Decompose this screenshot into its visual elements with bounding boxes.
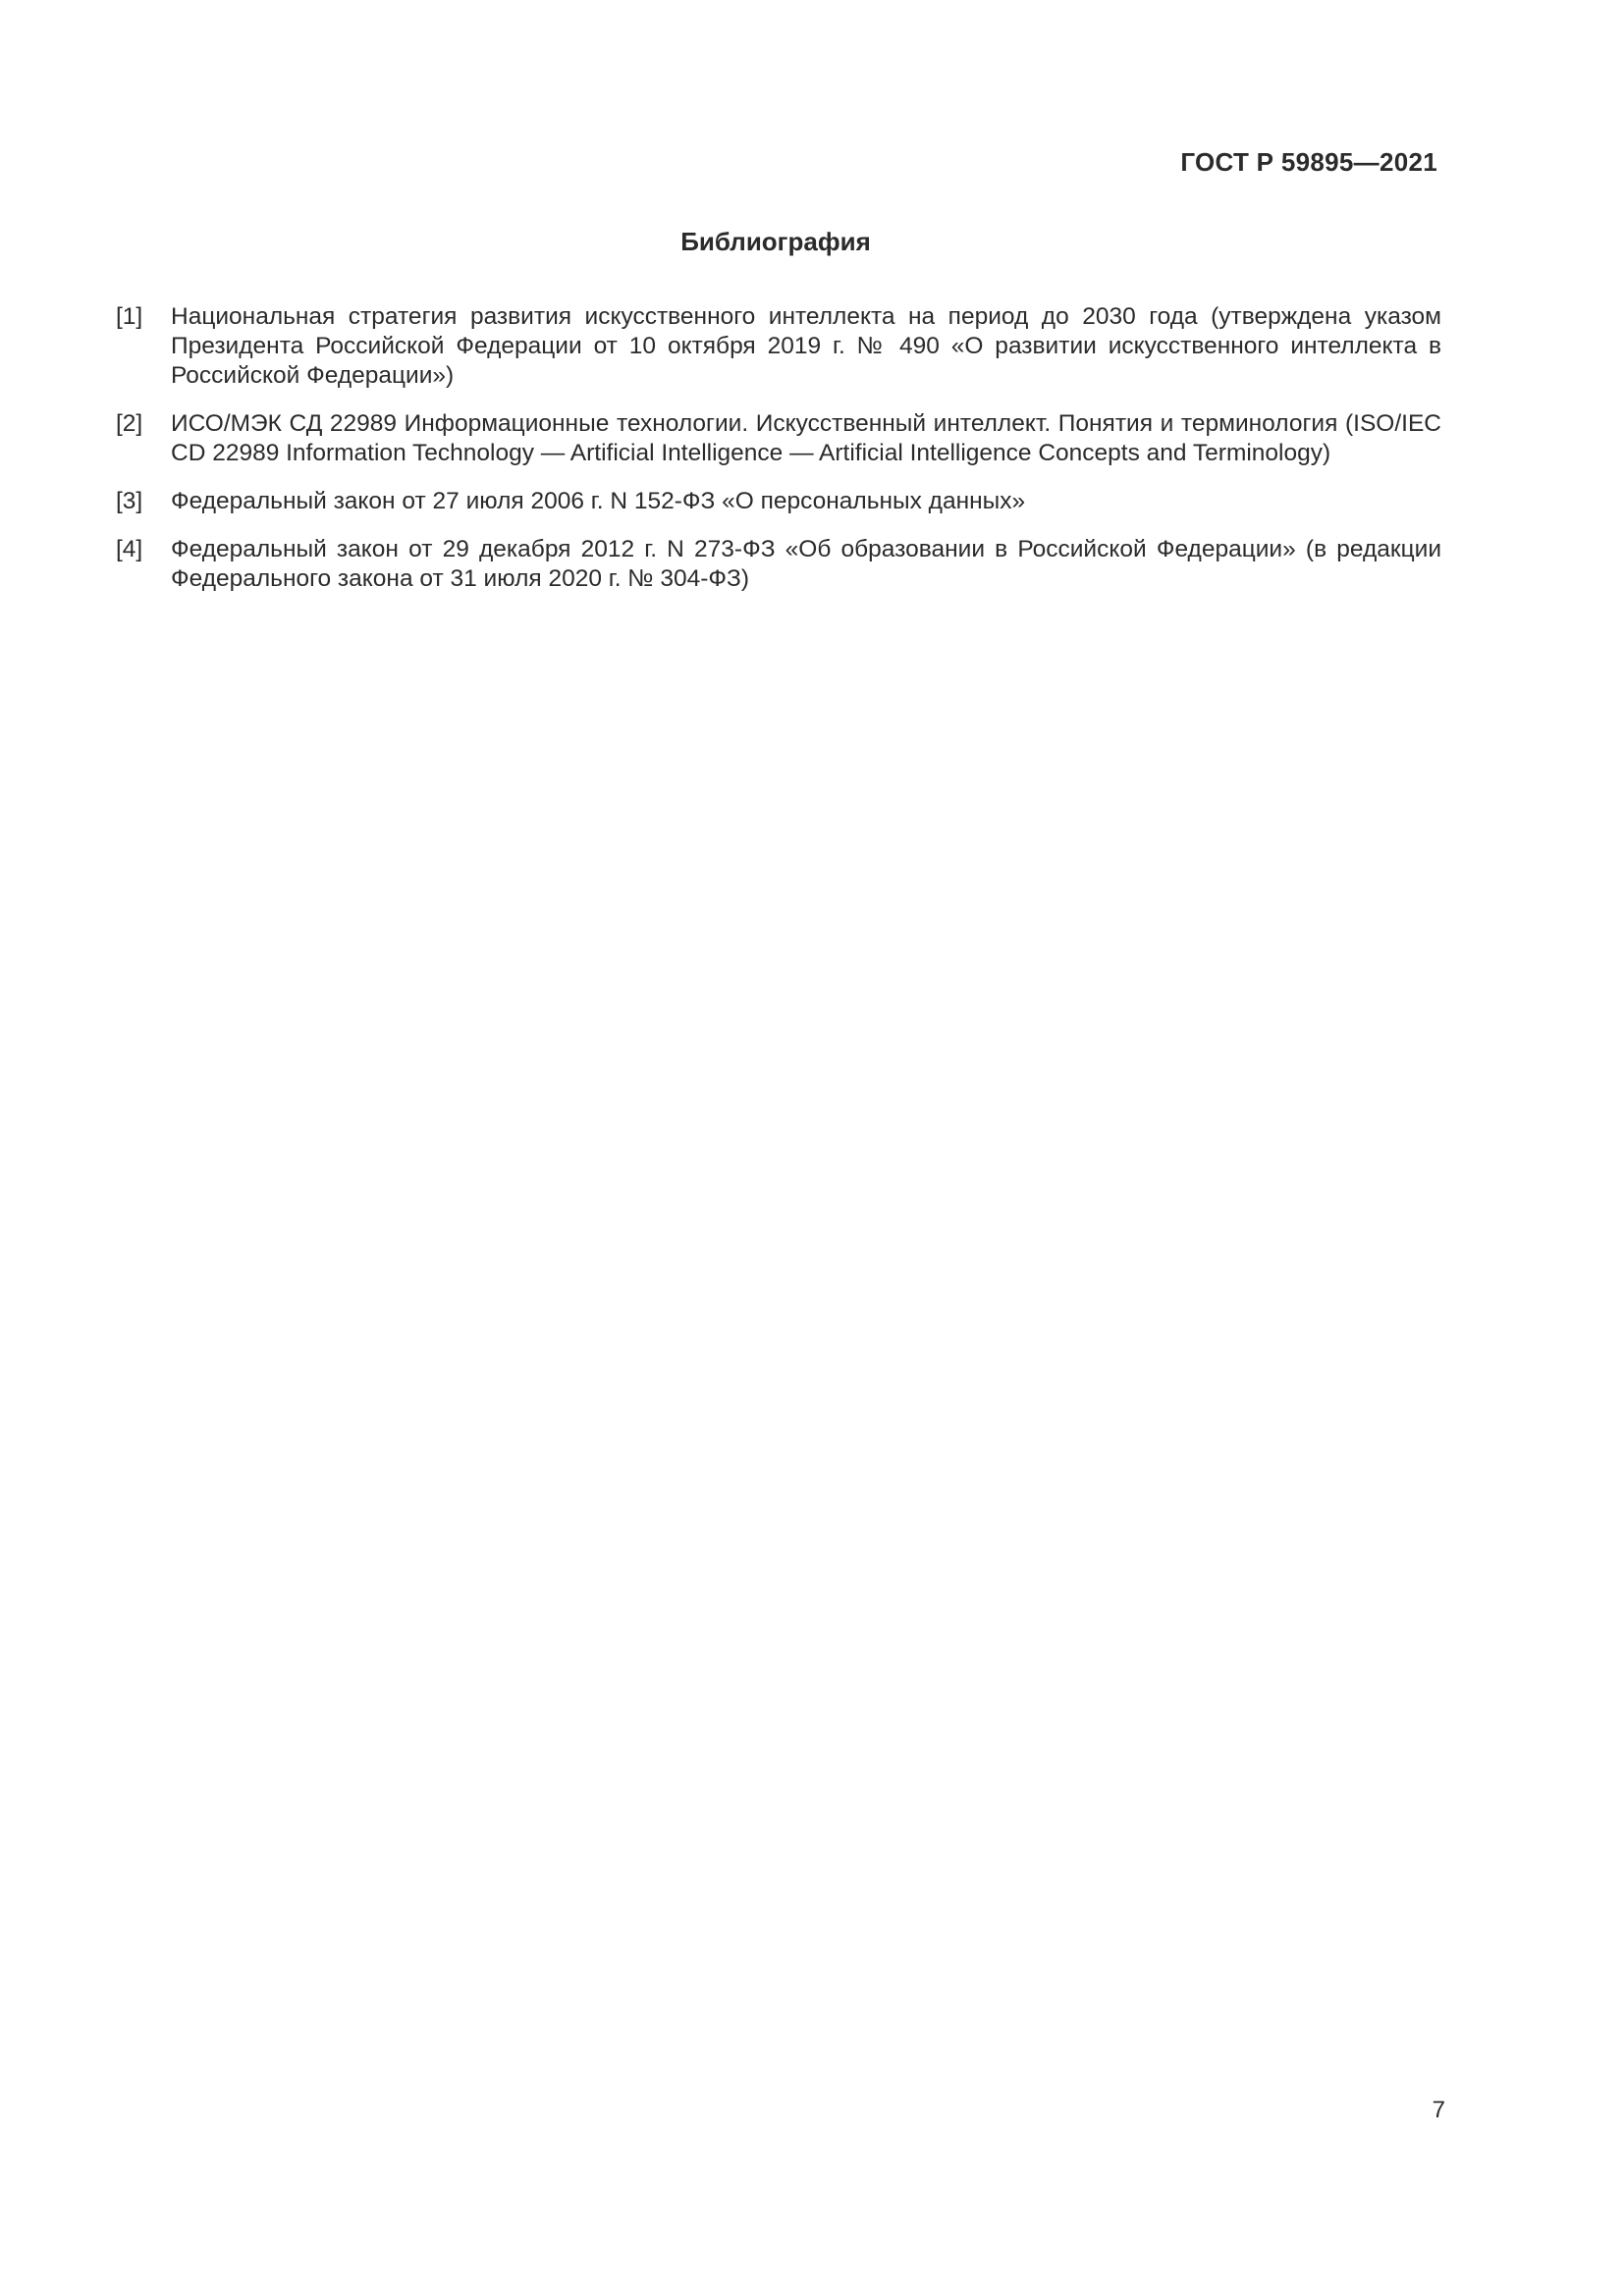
bibliography-item-2 [116, 409, 1441, 468]
bibliography-item-4 [116, 535, 1441, 594]
document-code-header: ГОСТ Р 59895—2021 [1180, 147, 1437, 177]
bibliography-title: Библиография [680, 227, 871, 256]
bibliography-item-text: ИСО/МЭК СД 22989 Информационные технологии. Искусственный интеллект. Понятия и терминология (ISO/IEC CD 22989 Information Technology — Artificial Intelligence — Artificial Intelligence Concepts and Terminology) [171, 410, 1441, 466]
bibliography-list [116, 302, 1441, 613]
bibliography-item-text: Национальная стратегия развития искусственного интеллекта на период до 2030 года (утверждена указом Президента Российской Федерации от 10 октября 2019 г. № 490 «О развитии искусственного интеллекта в Российской Федерации») [171, 303, 1441, 389]
bibliography-item-text: Федеральный закон от 27 июля 2006 г. N 152-ФЗ «О персональных данных» [171, 488, 1026, 514]
bibliography-item-number: [4] [116, 536, 143, 562]
bibliography-item-number: [3] [116, 488, 143, 514]
bibliography-item-1 [116, 302, 1441, 391]
bibliography-item-number: [2] [116, 410, 143, 437]
page-number: 7 [1432, 2097, 1445, 2123]
bibliography-item-text: Федеральный закон от 29 декабря 2012 г. N 273-ФЗ «Об образовании в Российской Федерации» (в редакции Федерального закона от 31 июля 2020 г. № 304-ФЗ) [171, 536, 1441, 592]
bibliography-item-number: [1] [116, 303, 143, 330]
bibliography-item-3 [116, 487, 1441, 516]
